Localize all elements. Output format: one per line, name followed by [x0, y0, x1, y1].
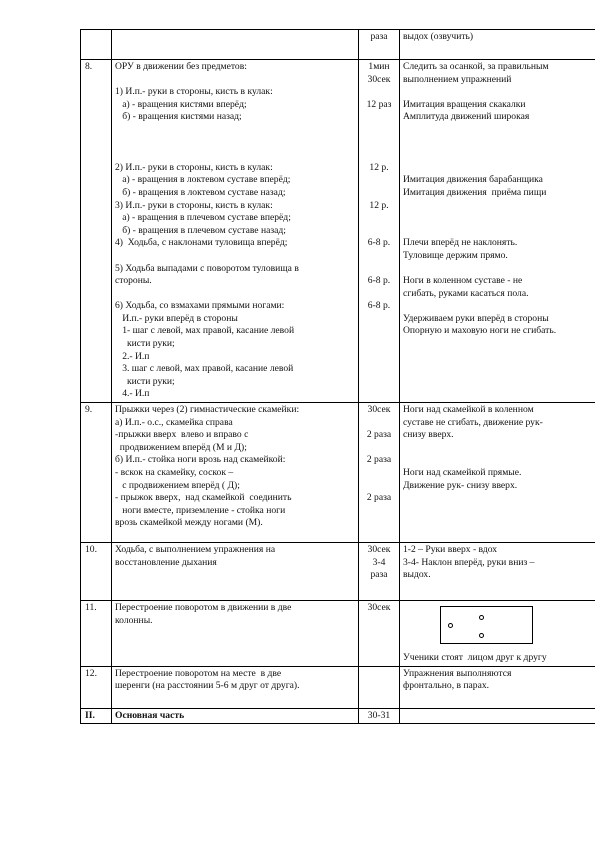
exercise-description-line: 2.- И.п	[115, 350, 150, 362]
table-row	[81, 60, 595, 403]
exercise-description-line: 3) И.п.- руки в стороны, кисть в кулак:	[115, 199, 273, 211]
exercise-description	[112, 30, 359, 60]
table-row	[81, 30, 595, 60]
guidelines-line	[403, 162, 592, 175]
exercise-description-line: а) - вращения в локтевом суставе вперёд;	[115, 174, 291, 186]
student-marker	[479, 633, 484, 638]
section-number: II.	[81, 708, 112, 724]
guidelines-line: сгибать, руками касаться пола.	[403, 287, 529, 299]
dosage	[359, 30, 400, 60]
guidelines-line: Удерживаем руки вперёд в стороны	[403, 312, 549, 324]
dosage-line	[362, 225, 396, 238]
exercise-description-line: продвижением вперёд (М и Д);	[115, 441, 247, 453]
exercise-description-line: - прыжок вверх, над скамейкой соединить	[115, 492, 292, 504]
row-number: 8.	[81, 60, 112, 403]
exercise-description-line: шеренги (на расстоянии 5-6 м друг от друга).	[115, 680, 300, 692]
dosage-line: 1мин	[368, 61, 390, 72]
section-title	[112, 708, 359, 724]
guidelines-line	[403, 300, 592, 313]
guidelines-line	[403, 137, 592, 150]
exercise-description-line: ноги вместе, приземление - стойка ноги	[115, 504, 286, 516]
exercise-description-line: -прыжки вверх влево и вправо с	[115, 429, 249, 441]
guidelines	[400, 60, 595, 403]
dosage	[359, 60, 400, 403]
guidelines-line: фронтально, в парах.	[403, 680, 490, 692]
dosage-line: 12 р.	[369, 161, 389, 173]
table-row	[81, 666, 595, 708]
guidelines-line	[403, 225, 592, 238]
dosage-line	[362, 442, 396, 455]
exercise-description-line: б) И.п.- стойка ноги врозь над скамейкой:	[115, 454, 286, 466]
row-number: 10.	[81, 542, 112, 600]
dosage-line: 2 раза	[366, 429, 392, 441]
guidelines-line: Упражнения выполняются	[403, 667, 512, 679]
guidelines-line: Имитация движения приёма пищи	[403, 186, 547, 198]
dosage	[359, 542, 400, 600]
exercise-description-line: 5) Ходьба выпадами с поворотом туловища в	[115, 262, 299, 274]
guidelines-line: Следить за осанкой, за правильным	[403, 61, 549, 72]
guidelines-line: Имитация вращения скакалки	[403, 98, 526, 110]
guidelines-line: Амплитуда движений широкая	[403, 111, 530, 123]
row-number: 11.	[81, 600, 112, 666]
guidelines-line	[403, 149, 592, 162]
table-row	[81, 542, 595, 600]
dosage	[359, 708, 400, 724]
exercise-description	[112, 600, 359, 666]
dosage-line	[362, 124, 396, 137]
student-marker	[448, 623, 453, 628]
dosage-line: 2 раза	[366, 492, 392, 504]
exercise-description-line	[115, 250, 355, 263]
exercise-description-line: 1- шаг с левой, мах правой, касание левой	[115, 325, 295, 337]
dosage-line	[362, 111, 396, 124]
exercise-description-line: Прыжки через (2) гимнастические скамейки:	[115, 404, 300, 416]
exercise-description	[112, 403, 359, 543]
guidelines-line: Ноги над скамейкой прямые.	[403, 467, 522, 478]
exercise-description-line	[115, 137, 355, 150]
dosage-line	[362, 137, 396, 150]
guidelines-line: 3-4- Наклон вперёд, руки вниз –	[403, 556, 535, 568]
guidelines-line	[403, 263, 592, 276]
dosage-line: 6-8 р.	[367, 300, 391, 312]
guidelines-line: Туловище держим прямо.	[403, 249, 508, 261]
guidelines-line: выдох.	[403, 569, 431, 581]
guidelines-line: Опорную и маховую ноги не сгибать.	[403, 325, 557, 337]
exercise-description	[112, 542, 359, 600]
exercise-description-line: 2) И.п.- руки в стороны, кисть в кулак:	[115, 161, 273, 173]
exercise-description-line: кисти руки;	[115, 338, 175, 350]
guidelines-line	[403, 124, 592, 137]
lesson-plan-page	[80, 29, 595, 724]
guidelines-line: Плечи вперёд не наклонять.	[403, 237, 518, 249]
table-row	[81, 403, 595, 543]
dosage	[359, 403, 400, 543]
dosage-line	[362, 149, 396, 162]
exercise-description-line	[115, 288, 355, 301]
exercise-description-line	[115, 124, 355, 137]
exercise-description-line: Перестроение поворотом на месте в две	[115, 667, 282, 679]
exercise-description-line: 4.- И.п	[115, 388, 150, 400]
exercise-description-line: 3. шаг с левой, мах правой, касание левой	[115, 363, 294, 375]
dosage-line: раза	[370, 31, 388, 42]
guidelines-line: Имитация движения барабанщика	[403, 174, 543, 186]
exercise-description-line: а) - вращения кистями вперёд;	[115, 98, 247, 110]
guidelines-line: выполнением упражнений	[403, 73, 512, 85]
guidelines-line	[403, 212, 592, 225]
exercise-description-line	[115, 74, 355, 87]
exercise-description-line: - вскок на скамейку, соскок –	[115, 467, 234, 478]
exercise-description-line	[115, 149, 355, 162]
guidelines	[400, 708, 595, 724]
exercise-description-line: стороны.	[115, 275, 152, 287]
formation-diagram	[440, 606, 533, 644]
exercise-description-line: кисти руки;	[115, 375, 175, 387]
dosage-line	[362, 467, 396, 480]
exercise-description-line: Ходьба, с выполнением упражнения на	[115, 543, 276, 555]
guidelines-line	[403, 454, 592, 467]
dosage-line: 2 раза	[366, 454, 392, 466]
guidelines-line	[403, 200, 592, 213]
guidelines-line: Ноги над скамейкой в коленном	[403, 404, 534, 416]
exercise-description-line: 6) Ходьба, со взмахами прямыми ногами:	[115, 300, 285, 312]
section-title-text: Основная часть	[115, 709, 185, 721]
dosage-line: 30сек	[367, 601, 391, 613]
guidelines-line	[403, 86, 592, 99]
exercise-description	[112, 60, 359, 403]
dosage-line	[362, 212, 396, 225]
dosage-line: 3-4	[372, 556, 386, 568]
exercise-description-line: восстановление дыхания	[115, 556, 217, 568]
dosage-line	[362, 187, 396, 200]
row-number: 12.	[81, 666, 112, 708]
row-number: 9.	[81, 403, 112, 543]
row-number	[81, 30, 112, 60]
dosage-line	[362, 288, 396, 301]
guidelines	[400, 600, 595, 666]
guidelines	[400, 30, 595, 60]
guidelines-line: снизу вверх.	[403, 429, 454, 441]
exercise-description-line: врозь скамейкой между ногами (М).	[115, 517, 263, 529]
dosage-line: 30сек	[367, 543, 391, 555]
exercise-description	[112, 666, 359, 708]
dosage-line: 6-8 р.	[367, 275, 391, 287]
dosage-line	[362, 250, 396, 263]
dosage-line	[362, 86, 396, 99]
exercise-description-line: а) - вращения в плечевом суставе вперёд;	[115, 212, 291, 224]
exercise-description-line: 4) Ходьба, с наклонами туловища вперёд;	[115, 237, 288, 249]
dosage-line	[362, 417, 396, 430]
exercise-description-line: 1) И.п.- руки в стороны, кисть в кулак:	[115, 86, 273, 98]
guidelines	[400, 542, 595, 600]
exercise-description-line: б) - вращения кистями назад;	[115, 111, 242, 123]
table-row	[81, 708, 595, 724]
exercise-description-line: колонны.	[115, 614, 153, 626]
guidelines	[400, 666, 595, 708]
table-body	[81, 30, 595, 724]
exercise-description-line: б) - вращения в локтевом суставе назад;	[115, 186, 286, 198]
exercise-description-line: с продвижением вперёд ( Д);	[115, 479, 240, 491]
exercise-description-line: И.п.- руки вперёд в стороны	[115, 312, 238, 324]
guidelines-line: Ноги в коленном суставе - не	[403, 275, 523, 287]
exercise-description-line: ОРУ в движении без предметов:	[115, 61, 247, 72]
dosage-line: 30сек	[367, 73, 391, 85]
student-marker	[479, 615, 484, 620]
guidelines	[400, 403, 595, 543]
dosage-line: 6-8 р.	[367, 237, 391, 249]
dosage-line: 12 р.	[369, 199, 389, 211]
guidelines-line: суставе не сгибать, движение рук-	[403, 416, 543, 428]
guidelines-line: 1-2 – Руки вверх - вдох	[403, 543, 498, 555]
table-row	[81, 600, 595, 666]
dosage-line: 12 раз	[366, 98, 392, 110]
guideline-line: выдох (озвучить)	[403, 31, 474, 42]
guidelines-line	[403, 442, 592, 455]
dosage	[359, 600, 400, 666]
dosage-line: раза	[370, 569, 388, 581]
dosage-line	[362, 263, 396, 276]
dosage-line: 30-31	[367, 709, 391, 721]
exercise-description-line: Перестроение поворотом в движении в две	[115, 601, 292, 613]
guidelines-line: Движение рук- снизу вверх.	[403, 479, 518, 491]
dosage-line	[362, 174, 396, 187]
lesson-plan-table	[80, 29, 595, 724]
dosage-line	[362, 480, 396, 493]
dosage	[359, 666, 400, 708]
exercise-description-line: а) И.п.- о.с., скамейка справа	[115, 416, 233, 428]
exercise-description-line: б) - вращения в плечевом суставе назад;	[115, 224, 286, 236]
dosage-line: 30сек	[367, 404, 391, 416]
diagram-caption: Ученики стоят лицом друг к другу	[403, 651, 547, 663]
